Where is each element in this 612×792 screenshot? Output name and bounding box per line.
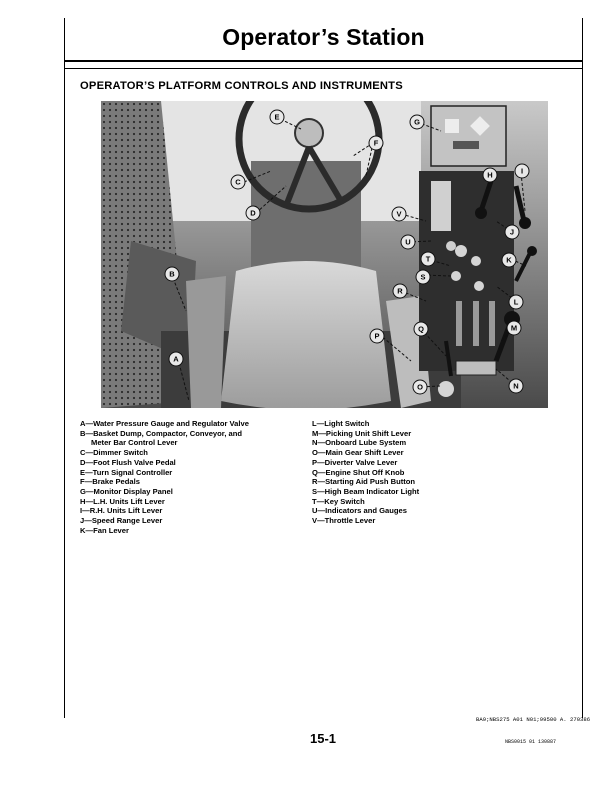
svg-text:K: K bbox=[506, 255, 512, 265]
legend-item: G—Monitor Display Panel bbox=[80, 486, 173, 496]
svg-text:U: U bbox=[405, 237, 411, 247]
svg-text:C: C bbox=[235, 177, 241, 187]
callout-o bbox=[413, 380, 427, 394]
callout-l bbox=[509, 295, 523, 309]
legend-item: N—Onboard Lube System bbox=[312, 438, 407, 448]
legend-item: Q—Engine Shut Off Knob bbox=[312, 467, 405, 477]
callout-i bbox=[515, 164, 529, 178]
legend-item: V—Throttle Lever bbox=[312, 516, 376, 526]
svg-text:J: J bbox=[509, 227, 515, 237]
svg-text:I: I bbox=[520, 166, 524, 176]
legend-item-continuation: Meter Bar Control Lever bbox=[91, 438, 178, 448]
svg-text:N: N bbox=[513, 381, 519, 391]
callout-n bbox=[509, 379, 523, 393]
svg-text:B: B bbox=[169, 269, 175, 279]
callout-p bbox=[370, 329, 384, 343]
document-code: BA9;NBS275 A01 N01;99500 A. 270386 bbox=[476, 716, 591, 723]
callout-c bbox=[231, 175, 245, 189]
page-frame-right bbox=[582, 18, 583, 718]
callout-k bbox=[502, 253, 516, 267]
legend-item: O—Main Gear Shift Lever bbox=[312, 448, 404, 458]
title-rule-thin bbox=[64, 68, 583, 69]
page-number: 15-1 bbox=[310, 731, 337, 746]
svg-text:T: T bbox=[425, 254, 431, 264]
legend-item: H—L.H. Units Lift Lever bbox=[80, 496, 165, 506]
callout-u bbox=[401, 235, 415, 249]
callout-d bbox=[246, 206, 260, 220]
legend-item: U—Indicators and Gauges bbox=[312, 506, 407, 516]
svg-text:F: F bbox=[373, 138, 379, 148]
svg-text:H: H bbox=[487, 170, 493, 180]
svg-text:P: P bbox=[374, 331, 380, 341]
callout-g bbox=[410, 115, 424, 129]
callout-f bbox=[369, 136, 383, 150]
callout-s bbox=[416, 270, 430, 284]
svg-text:G: G bbox=[414, 117, 420, 127]
section-heading: OPERATOR’S PLATFORM CONTROLS AND INSTRUMENTS bbox=[80, 80, 403, 92]
legend-item: M—Picking Unit Shift Lever bbox=[312, 428, 412, 438]
operator-station-photo bbox=[101, 101, 548, 408]
svg-text:M: M bbox=[510, 323, 518, 333]
page-title: Operator’s Station bbox=[222, 24, 425, 50]
legend-item: A—Water Pressure Gauge and Regulator Valve bbox=[80, 419, 249, 428]
legend-item: P—Diverter Valve Lever bbox=[312, 457, 398, 467]
legend-item: L—Light Switch bbox=[312, 419, 370, 428]
legend-left bbox=[80, 419, 310, 535]
svg-text:O: O bbox=[417, 382, 423, 392]
callout-j bbox=[505, 225, 519, 239]
svg-text:D: D bbox=[250, 208, 256, 218]
legend-item: S—High Beam Indicator Light bbox=[312, 486, 420, 496]
legend-item: C—Dimmer Switch bbox=[80, 448, 148, 458]
callout-r bbox=[393, 284, 407, 298]
svg-text:V: V bbox=[396, 209, 402, 219]
callout-q bbox=[414, 322, 428, 336]
callout-layer bbox=[101, 101, 548, 408]
footer-code: NBS0015 01 130887 bbox=[505, 739, 557, 745]
legend-item: E—Turn Signal Controller bbox=[80, 467, 173, 477]
legend-item: I—R.H. Units Lift Lever bbox=[80, 506, 163, 516]
svg-text:S: S bbox=[420, 272, 426, 282]
legend-item: B—Basket Dump, Compactor, Conveyor, and bbox=[80, 428, 243, 438]
page-frame-left bbox=[64, 18, 65, 718]
callout-h bbox=[483, 168, 497, 182]
callout-m bbox=[507, 321, 521, 335]
svg-text:Q: Q bbox=[418, 324, 424, 334]
legend-item: D—Foot Flush Valve Pedal bbox=[80, 457, 176, 467]
legend-item: T—Key Switch bbox=[312, 496, 365, 506]
legend-item: K—Fan Lever bbox=[80, 525, 129, 535]
callout-v bbox=[392, 207, 406, 221]
callout-b bbox=[165, 267, 179, 281]
callout-a bbox=[169, 352, 183, 366]
svg-text:L: L bbox=[513, 297, 519, 307]
title-rule bbox=[64, 60, 583, 62]
legend-item: R—Starting Aid Push Button bbox=[312, 477, 416, 487]
svg-text:R: R bbox=[397, 286, 403, 296]
legend-item: F—Brake Pedals bbox=[80, 477, 140, 487]
svg-text:E: E bbox=[274, 112, 280, 122]
legend-item: J—Speed Range Lever bbox=[80, 516, 163, 526]
callout-e bbox=[270, 110, 284, 124]
callout-t bbox=[421, 252, 435, 266]
legend-right bbox=[312, 419, 542, 526]
svg-text:A: A bbox=[173, 354, 179, 364]
